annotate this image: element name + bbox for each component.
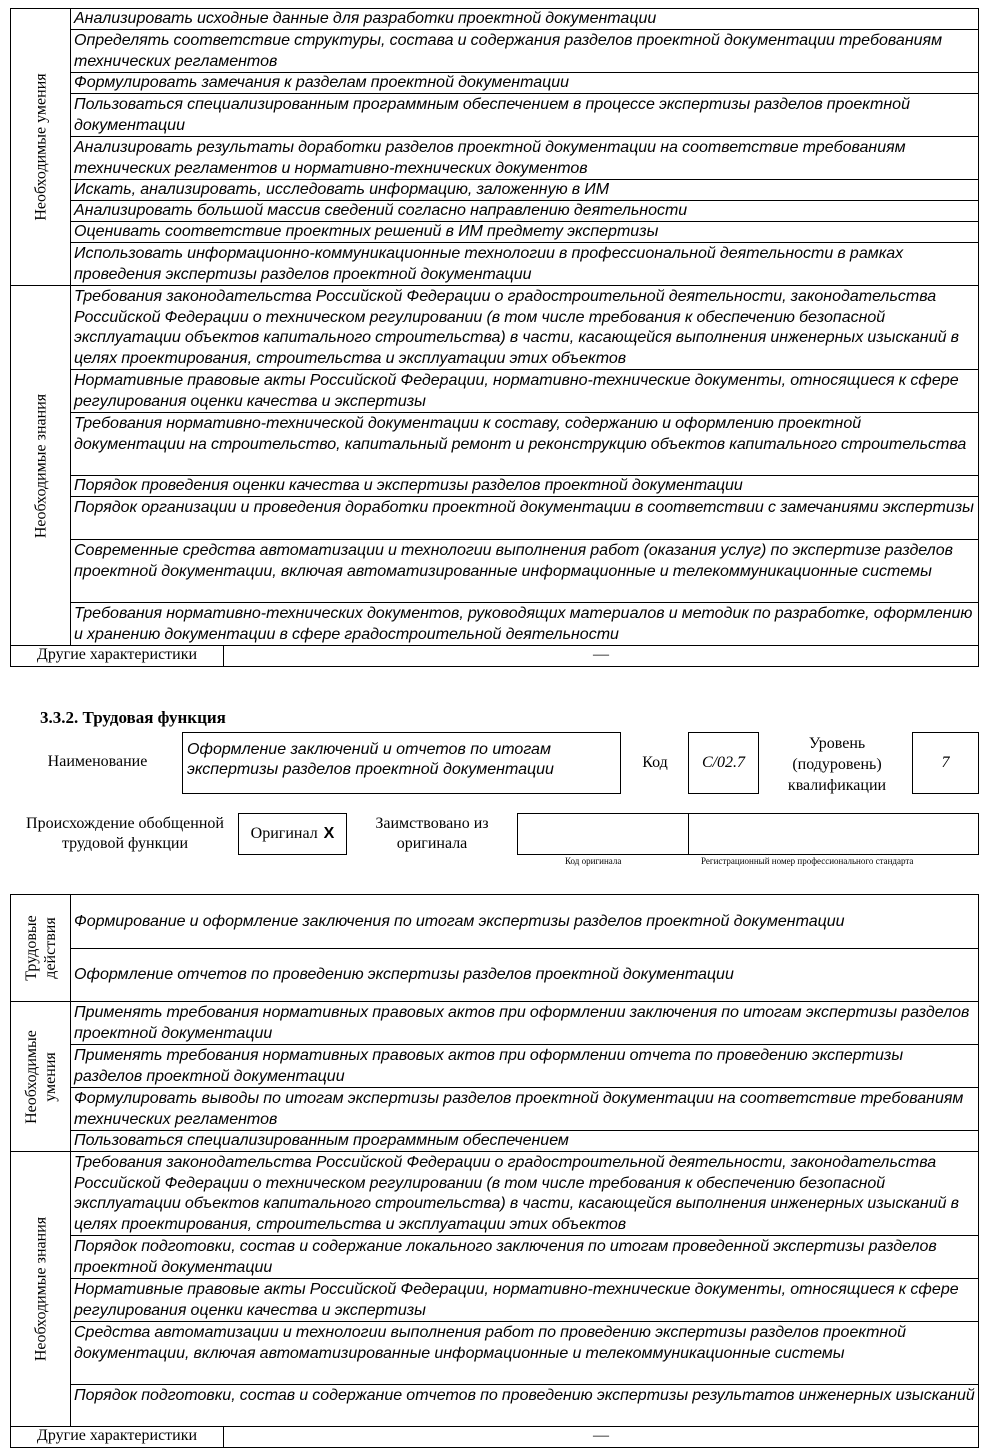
knowledge-item: Нормативные правовые акты Российской Федерации, нормативно-технические документы, относящиеся к сфере регулирования оценки качества и экспертизы [74,1281,959,1319]
section-heading: 3.3.2. Трудовая функция [40,708,226,727]
knowledge-item: Порядок проведения оценки качества и экспертизы разделов проектной документации [74,477,743,494]
skill-item: Формулировать замечания к разделам проектной документации [74,74,570,91]
skill-item: Пользоваться специализированным программным обеспечением [74,1132,569,1149]
skill-item: Использовать информационно-коммуникационные технологии в профессиональной деятельности в рамках проведения экспертизы разделов проектной документации [74,245,904,283]
level-box [912,732,979,794]
skill-item: Применять требования нормативных правовых актов при оформлении отчета по проведению экспертизы разделов проектной документации [74,1047,904,1085]
skill-item: Анализировать исходные данные для разработки проектной документации [74,10,657,27]
knowledge-item: Современные средства автоматизации и технологии выполнения работ (оказания услуг) по экспертизе разделов проектной документации, включая автоматизированные информационные и телекоммуникационные системы [74,542,953,580]
knowledge-side-label-2: Необходимые знания [32,1216,49,1362]
skills-side-label-2: Необходимые умения [22,1029,59,1124]
other-characteristics-value: — [224,646,979,667]
actions-side-label: Трудовые действия [22,915,59,981]
original-box [238,813,347,855]
knowledge-item: Нормативные правовые акты Российской Федерации, нормативно-технические документы, относящиеся к сфере регулирования оценки качества и экспертизы [74,372,959,410]
code-original-caption: Код оригинала [565,856,622,866]
action-item: Формирование и оформление заключения по итогам экспертизы разделов проектной документации [74,912,845,930]
action-item: Оформление отчетов по проведению экспертизы разделов проектной документации [74,966,734,984]
skill-item: Пользоваться специализированным программным обеспечением в процессе экспертизы разделов проектной документации [74,96,910,134]
skill-item: Искать, анализировать, исследовать информацию, заложенную в ИМ [74,181,610,198]
reg-number-box [688,813,979,855]
level-label: Уровень (подуровень) квалификации [787,735,887,794]
skills-side-cell-2 [11,1002,71,1152]
knowledge-side-cell-2 [11,1152,71,1427]
skills-side-cell [11,9,71,286]
skill-item: Анализировать большой массив сведений согласно направлению деятельности [74,202,688,219]
original-mark: X [323,825,335,842]
name-label: Наименование [47,753,148,770]
competency-table-2 [10,894,979,1448]
skill-item: Анализировать результаты доработки разделов проектной документации на соответствие требованиям технических регламентов и нормативно-технических документов [74,139,906,177]
origin-label: Происхождение обобщенной трудовой функции [26,815,224,852]
level-value: 7 [941,754,950,771]
knowledge-item: Порядок подготовки, состав и содержание отчетов по проведению экспертизы результатов инженерных изысканий [74,1387,975,1404]
skill-item: Оценивать соответствие проектных решений в ИМ предмету экспертизы [74,223,659,240]
other-characteristics-label: Другие характеристики [11,646,224,667]
knowledge-item: Средства автоматизации и технологии выполнения работ по проведению экспертизы разделов проектной документации, включая автоматизированные информационные и телекоммуникационные системы [74,1324,907,1362]
knowledge-item: Порядок подготовки, состав и содержание локального заключения по итогам проведенной экспертизы разделов проектной документации [74,1238,937,1276]
other-characteristics-label-2: Другие характеристики [11,1427,224,1448]
name-box [182,732,621,794]
code-label: Код [642,754,668,771]
reg-number-caption: Регистрационный номер профессионального стандарта [701,856,914,866]
borrowed-label: Заимствовано из оригинала [375,815,489,852]
code-value: C/02.7 [701,754,746,771]
actions-side-cell [11,895,71,1002]
code-original-box [517,813,689,855]
skill-item: Формулировать выводы по итогам экспертизы разделов проектной документации на соответствие требованиям технических регламентов [74,1090,964,1128]
name-value: Оформление заключений и отчетов по итогам экспертизы разделов проектной документации [187,741,554,778]
skill-item: Определять соответствие структуры, состава и содержания разделов проектной документации требованиям технических регламентов [74,32,943,70]
skill-item: Применять требования нормативных правовых актов при оформлении заключения по итогам экспертизы разделов проектной документации [74,1004,970,1042]
knowledge-item: Требования нормативно-технических документов, руководящих материалов и методик по разработке, оформлению и хранению документации в сфере градостроительной деятельности [74,605,973,643]
knowledge-item: Требования нормативно-технической документации к составу, содержанию и оформлению проектной документации на строительство, капитальный ремонт и реконструкцию объектов капитального строительства [74,415,967,453]
code-box [688,732,759,794]
other-characteristics-value-2: — [224,1427,979,1448]
knowledge-item: Порядок организации и проведения доработки проектной документации в соответствии с замечаниями экспертизы [74,499,974,516]
knowledge-side-cell [11,286,71,646]
knowledge-item: Требования законодательства Российской Федерации о градостроительной деятельности, законодательства Российской Федерации о техническом регулировании (в том числе требования к обеспечению безопасной эксплуатации объектов капитального строительства) в части, касающейся выполнения инженерных изысканий в целях проектирования, строительства и эксплуатации этих объектов [74,1154,960,1233]
skills-side-label: Необходимые умения [32,73,49,221]
knowledge-side-label: Необходимые знания [32,393,49,538]
competency-table-1 [10,8,979,667]
knowledge-item: Требования законодательства Российской Федерации о градостроительной деятельности, законодательства Российской Федерации о техническом регулировании (в том числе требования к обеспечению безопасной эксплуатации объектов капитального строительства) в части, касающейся выполнения инженерных изысканий в целях проектирования, строительства и эксплуатации этих объектов [74,288,960,367]
original-label: Оригинал [250,825,318,842]
